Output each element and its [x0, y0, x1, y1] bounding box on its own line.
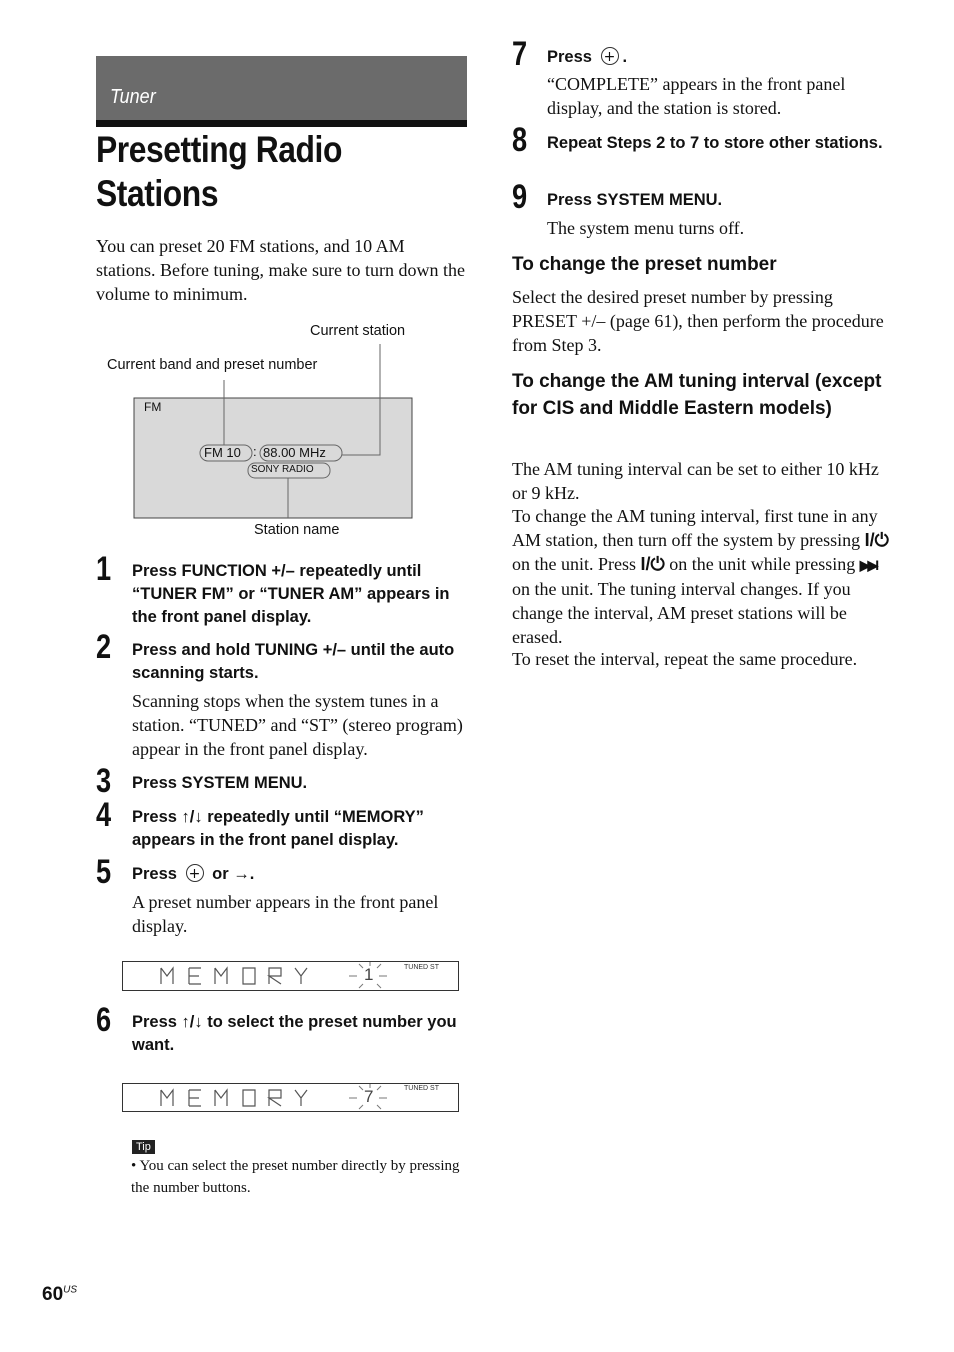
step-9-heading: Press SYSTEM MENU. [547, 191, 723, 209]
step-8-heading: Repeat Steps 2 to 7 to store other stations. [547, 134, 883, 152]
label-current-station: Current station [310, 323, 406, 339]
lcd-preset-value: 1 [364, 965, 374, 984]
display-band: FM [144, 400, 162, 414]
step-7-body: “COMPLETE” appears in the front panel display, and the station is stored. [547, 74, 846, 118]
lcd-preset-value: 7 [364, 1087, 374, 1106]
step-7-heading: Press +. [547, 46, 892, 69]
step-5-body: A preset number appears in the front panel display. [132, 892, 439, 936]
step-6-number: 6 [96, 1001, 112, 1039]
label-band-preset: Current band and preset number [107, 357, 318, 373]
up-down-arrow-icon: ↑/↓ [181, 808, 203, 826]
lcd-indicators: TUNED ST [404, 964, 439, 971]
display-colon: : [253, 444, 257, 459]
change-am-p2: To change the AM tuning interval, first tune in any AM station, then turn off the system by pressing I/⏻ on the unit. Press I/⏻ on the unit while pressing ▶▶I on the unit. The tuning interval changes. If you change the interval, AM preset stations will be erased. [512, 506, 889, 647]
step-2-number: 2 [96, 628, 112, 666]
step-5-heading: Press + or →. [132, 863, 467, 886]
step-2-heading: Press and hold TUNING +/– until the auto scanning starts. [132, 641, 455, 682]
step-1-heading: Press FUNCTION +/– repeatedly until “TUNER FM” or “TUNER AM” appears in the front panel display. [132, 562, 450, 626]
change-preset-heading: To change the preset number [512, 254, 777, 275]
lcd-display-memory-7 [122, 1083, 459, 1112]
lcd-text [159, 966, 163, 967]
enter-button-icon [186, 864, 204, 882]
step-9-number: 9 [512, 178, 528, 216]
label-station-name: Station name [254, 522, 340, 538]
step-4-number: 4 [96, 796, 112, 834]
step-8-number: 8 [512, 121, 528, 159]
step-6-heading: Press ↑/↓ to select the preset number you want. [132, 1013, 457, 1054]
change-am-p3: To reset the interval, repeat the same procedure. [512, 649, 858, 669]
right-arrow-icon: → [233, 865, 250, 883]
display-preset: FM 10 [204, 445, 241, 460]
change-am-p1: The AM tuning interval can be set to either 10 kHz or 9 kHz. [512, 459, 879, 503]
step-7-number: 7 [512, 35, 528, 73]
tip-badge: Tip [132, 1140, 155, 1154]
display-station-name: SONY RADIO [251, 464, 314, 475]
front-panel-diagram [96, 318, 476, 544]
step-2-body: Scanning stops when the system tunes in a station. “TUNED” and “ST” (stereo program) appear in the front panel display. [132, 691, 463, 759]
change-preset-body: Select the desired preset number by pressing PRESET +/– (page 61), then perform the procedure from Step 3. [512, 287, 884, 355]
lcd-text [159, 1088, 163, 1089]
step-3-number: 3 [96, 762, 112, 800]
next-track-icon: ▶▶I [859, 557, 877, 573]
display-frequency: 88.00 MHz [263, 445, 326, 460]
section-label: Tuner [110, 86, 156, 108]
lcd-indicators: TUNED ST [404, 1085, 439, 1092]
step-1-number: 1 [96, 550, 112, 588]
up-down-arrow-icon: ↑/↓ [181, 1013, 203, 1031]
page-number: $60^{US}$ [42, 1284, 78, 1305]
lcd-display-memory-1 [122, 961, 459, 991]
tip-text: • You can select the preset number directly by pressing the number buttons. [131, 1158, 460, 1196]
front-panel-diagram-graphic [96, 318, 476, 544]
enter-button-icon [601, 47, 619, 65]
change-am-heading: To change the AM tuning interval (except for CIS and Middle Eastern models) [512, 371, 882, 419]
power-icon: I/⏻ [640, 554, 665, 574]
section-header-rule [96, 120, 467, 127]
step-3-heading: Press SYSTEM MENU. [132, 774, 308, 792]
page-title: Presetting Radio Stations [96, 129, 342, 214]
power-icon: I/⏻ [864, 530, 889, 550]
step-4-heading: Press ↑/↓ repeatedly until “MEMORY” appears in the front panel display. [132, 808, 424, 849]
intro-paragraph: You can preset 20 FM stations, and 10 AM stations. Before tuning, make sure to turn down the volume to minimum. [96, 236, 465, 304]
step-9-body: The system menu turns off. [547, 218, 745, 238]
step-5-number: 5 [96, 853, 112, 891]
